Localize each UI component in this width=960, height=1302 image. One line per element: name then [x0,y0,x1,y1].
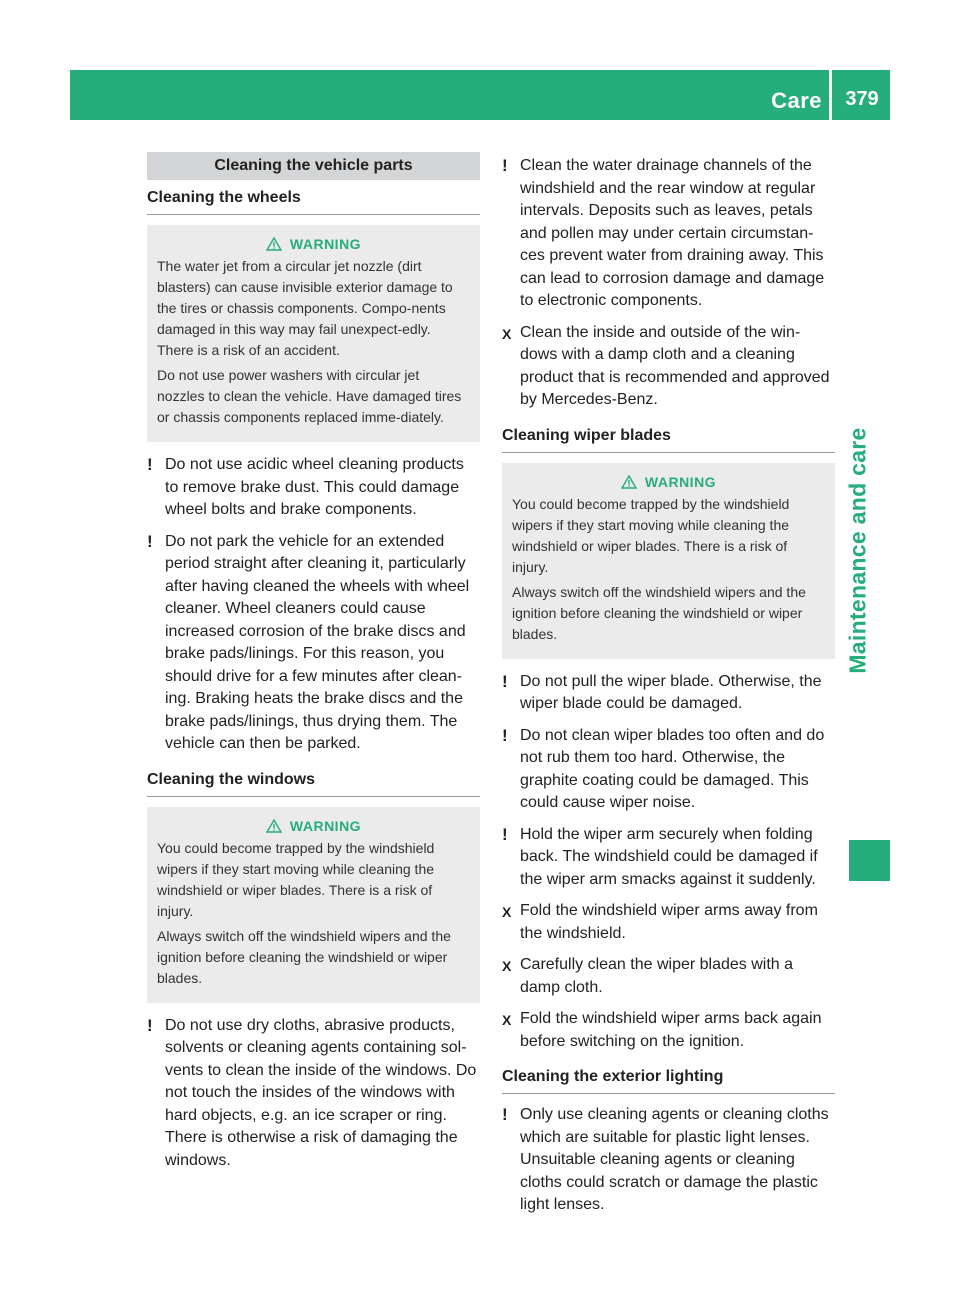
note-item [147,454,480,522]
heading-windows: Cleaning the windows [147,771,480,797]
right-column [502,155,835,1226]
exclamation-icon: ! [147,455,153,474]
note-text: Only use cleaning agents or cleaning cloths which are suitable for plastic light lenses. Unsuitable cleaning agents or cleaning cloths could scratch or damage the plastic light lenses. [520,1106,829,1213]
exclamation-icon: ! [502,725,508,745]
warning-box-wiper [502,463,835,659]
note-item [147,531,480,756]
warning-text: The water jet from a circular jet nozzle (dirt blasters) can cause invisible exterior damage to the tires or chassis components. Compo-nents damaged in this way may fail unexpect-edly. There is a risk of an accident. [157,258,453,358]
heading-exterior-lighting: Cleaning the exterior lighting [502,1068,835,1094]
left-column [147,152,480,1181]
note-text: Do not park the vehicle for an extended period straight after cleaning it, particularly after having cleaned the wheels with wheel cleaner. Wheel cleaners could cause increased corrosion of the brake discs and brake pads/linings. For this reason, you should drive for a few minutes after clean-ing. Braking heats the brake discs and the brake pads/linings, thus drying them. The vehicle can then be parked. [165,532,470,752]
warning-text: Always switch off the windshield wipers and the ignition before cleaning the windshield or wiper blades. [512,583,806,642]
step-item [502,1008,835,1053]
header-divider [829,70,832,120]
step-text: Fold the windshield wiper arms away from the windshield. [520,902,818,942]
warning-text: Always switch off the windshield wipers and the ignition before cleaning the windshield or wiper blades. [157,927,451,986]
step-text: Clean the inside and outside of the win-dows with a damp cloth and a cleaning product that is recommended and approved by Mercedes-Benz. [520,323,830,408]
note-item [502,725,835,815]
warning-triangle-icon [621,475,637,489]
step-item [502,954,835,999]
warning-triangle-icon [266,237,282,251]
step-item [502,322,835,412]
exclamation-icon: ! [147,1015,153,1035]
note-item [147,1015,480,1173]
side-tab-marker [849,840,890,881]
step-arrow-icon: X [502,325,512,342]
note-text: Do not use acidic wheel cleaning products to remove brake dust. This could damage wheel bolts and brake components. [165,456,464,518]
header-section-title: Care [771,88,822,113]
step-arrow-icon: X [502,958,512,974]
heading-wheels: Cleaning the wheels [147,189,480,215]
side-tab-label: Maintenance and care [844,426,871,674]
exclamation-icon: ! [502,1105,508,1124]
note-item [502,824,835,892]
warning-title [157,236,470,252]
warning-text: You could become trapped by the windshield wipers if they start moving while cleaning the windshield or wiper blades. There is a risk of injury. [157,839,435,919]
step-arrow-icon: X [502,904,512,920]
step-arrow-icon: X [502,1012,512,1028]
warning-triangle-icon [266,819,282,833]
note-item [502,671,835,716]
warning-label: WARNING [289,236,362,252]
step-item [502,900,835,945]
warning-box-wheels [147,225,480,442]
header-bar [70,70,890,120]
note-text: Clean the water drainage channels of the windshield and the rear window at regular intervals. Deposits such as leaves, petals and pollen may under certain circumstan-ces prevent water from draining away. This can lead to corrosion damage and damage to electronic components. [520,157,825,309]
note-text: Do not pull the wiper blade. Otherwise, the wiper blade could be damaged. [520,672,822,712]
heading-wiper-blades: Cleaning wiper blades [502,427,835,453]
exclamation-icon: ! [502,671,508,691]
warning-box-windows [147,807,480,1003]
warning-title [512,474,825,490]
warning-label: WARNING [289,817,362,834]
step-text: Fold the windshield wiper arms back again before switching on the ignition. [520,1010,822,1050]
warning-title [157,818,470,834]
note-text: Do not use dry cloths, abrasive products, solvents or cleaning agents containing sol-vents to clean the inside of the windows. Do not touch the insides of the windows with hard objects, e.g. an ice scraper or ring. There is otherwise a risk of damaging the windows. [165,1016,477,1169]
step-text: Carefully clean the wiper blades with a damp cloth. [520,956,794,996]
note-text: Do not clean wiper blades too often and do not rub them too hard. Otherwise, the graphite coating could be damaged. This could cause wiper noise. [520,726,825,811]
exclamation-icon: ! [147,531,153,551]
section-title: Cleaning the vehicle parts [147,152,480,180]
page-number: 379 [845,88,879,110]
warning-text: Do not use power washers with circular jet nozzles to clean the vehicle. Have damaged tires or chassis components replaced imme-diately. [157,367,462,425]
warning-label: WARNING [644,473,717,490]
note-item [502,155,835,313]
side-tab [828,380,888,720]
exclamation-icon: ! [502,824,508,844]
warning-text: You could become trapped by the windshield wipers if they start moving while cleaning the windshield or wiper blades. There is a risk of injury. [512,495,790,575]
exclamation-icon: ! [502,156,508,175]
note-item [502,1104,835,1217]
note-text: Hold the wiper arm securely when folding back. The windshield could be damaged if the wiper arm smacks against it suddenly. [520,825,818,888]
